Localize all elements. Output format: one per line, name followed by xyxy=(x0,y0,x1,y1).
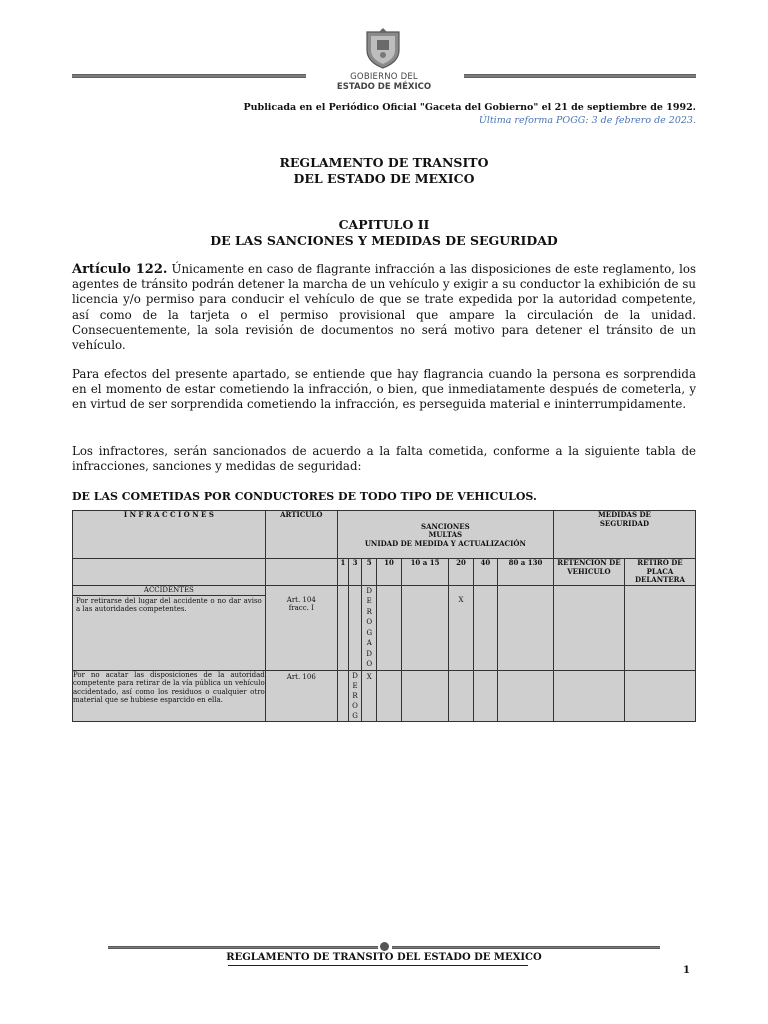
row2-fine-80-130 xyxy=(498,670,554,721)
row1-fine-10 xyxy=(377,585,401,670)
footer-underline xyxy=(228,965,528,966)
article-label: Artículo 122. xyxy=(72,262,168,277)
fine-col-40: 40 xyxy=(473,559,497,586)
row2-retencion xyxy=(553,670,624,721)
header-sanciones xyxy=(337,511,553,559)
fine-col-5: 5 xyxy=(362,559,377,586)
header-medidas: MEDIDAS DE SEGURIDAD xyxy=(553,511,695,559)
publication-note: Publicada en el Periódico Oficial "Gaceta del Gobierno" el 21 de septiembre de 1992. xyxy=(243,102,696,113)
header-retiro: RETIRO DE PLACA DELANTERA xyxy=(624,559,695,586)
row2-fine-10 xyxy=(377,670,401,721)
row2-infraction-text: Por no acatar las disposiciones de la autoridad competente para retirar de la vía pública un vehículo accidentado, así como los residuos o cualquier otro material que se hubiese esparcido en ella. xyxy=(73,670,266,721)
article-text: Únicamente en caso de flagrante infracción a las disposiciones de este reglamento, los agentes de tránsito podrán detener la marcha de un vehículo y exigir a su conductor la exhibición de su licencia y/o permiso para conducir el vehículo de que se trate expedida por la autoridad competente, así como de la tarjeta o el permiso provisional que ampare la circulación de la unidad. Consecuentemente, la sola revisión de documentos no será motivo para detener el tránsito de un vehículo. xyxy=(72,262,697,353)
chapter-title xyxy=(72,217,696,249)
footer-rule-right xyxy=(392,946,660,949)
footer-rule-left xyxy=(108,946,378,949)
document-title-line1: REGLAMENTO DE TRANSITO xyxy=(279,155,489,170)
row2-retiro xyxy=(624,670,695,721)
row2-fine-1 xyxy=(337,670,348,721)
row1-retencion xyxy=(553,585,624,670)
header-infracciones: I N F R A C C I O N E S xyxy=(73,511,266,559)
row2-fine-40 xyxy=(473,670,497,721)
header-blank-infracciones xyxy=(73,559,266,586)
row1-fine-80-130 xyxy=(498,585,554,670)
footer-ornament xyxy=(380,942,389,951)
government-name-line2: ESTADO DE MÉXICO xyxy=(336,82,432,92)
page-number: 1 xyxy=(683,965,690,976)
table-row xyxy=(73,585,696,670)
row2-fine-20 xyxy=(449,670,473,721)
row1-retiro xyxy=(624,585,695,670)
fine-col-10: 10 xyxy=(377,559,401,586)
row1-derogado-text: D E R O G A D O xyxy=(366,586,373,668)
document-title-line2: DEL ESTADO DE MEXICO xyxy=(293,171,475,186)
chapter-title-line1: CAPITULO II xyxy=(338,217,430,232)
group-accidentes: ACCIDENTES xyxy=(73,586,265,596)
row2-derogado-text: D E R O G xyxy=(352,671,358,720)
row1-article: Art. 104 fracc. I xyxy=(265,585,337,670)
header-blank-articulo xyxy=(265,559,337,586)
row1-infraction-text: Por retirarse del lugar del accidente o no dar aviso a las autoridades competentes. xyxy=(76,596,262,613)
last-reform-note: Última reforma POGG: 3 de febrero de 2023. xyxy=(478,115,696,126)
row2-fine-10-15 xyxy=(401,670,449,721)
fine-col-1: 1 xyxy=(337,559,348,586)
row1-fine-40 xyxy=(473,585,497,670)
row2-fine-5-mark: X xyxy=(362,670,377,721)
section-title: DE LAS COMETIDAS POR CONDUCTORES DE TODO TIPO DE VEHICULOS. xyxy=(72,490,537,503)
flagrancy-paragraph: Para efectos del presente apartado, se entiende que hay flagrancia cuando la persona es sorprendida en el momento de estar cometiendo la infracción, o bien, que inmediatamente después de cometerla, y en virtud de ser sorprendida cometiendo la infracción, es perseguida material e ininterrumpidamente. xyxy=(72,367,696,412)
row1-infraction xyxy=(73,585,266,670)
footer-title: REGLAMENTO DE TRANSITO DEL ESTADO DE MEXICO xyxy=(226,952,542,963)
table-row xyxy=(73,670,696,721)
row1-derogado xyxy=(362,585,377,670)
fine-col-10-15: 10 a 15 xyxy=(401,559,449,586)
header-sanciones-label: SANCIONES xyxy=(421,521,470,531)
header-unidad-label: UNIDAD DE MEDIDA Y ACTUALIZACIÓN xyxy=(364,538,526,548)
row1-fine-20-mark: X xyxy=(449,585,473,670)
row1-fine-3 xyxy=(348,585,361,670)
fine-col-80-130: 80 a 130 xyxy=(498,559,554,586)
fine-col-20: 20 xyxy=(449,559,473,586)
state-crest-logo xyxy=(361,26,405,70)
header-articulo: ARTICULO xyxy=(265,511,337,559)
header-retencion: RETENCION DE VEHICULO xyxy=(553,559,624,586)
infractions-table xyxy=(72,510,696,722)
chapter-title-line2: DE LAS SANCIONES Y MEDIDAS DE SEGURIDAD xyxy=(210,233,558,248)
row2-derogado xyxy=(348,670,361,721)
row1-fine-1 xyxy=(337,585,348,670)
header-multas-label: MULTAS xyxy=(428,530,463,540)
header-rule-right xyxy=(464,74,696,78)
government-name-line1: GOBIERNO DEL xyxy=(350,72,418,82)
row2-article: Art. 106 xyxy=(265,670,337,721)
header-rule-left xyxy=(72,74,306,78)
infractors-paragraph: Los infractores, serán sancionados de acuerdo a la falta cometida, conforme a la siguiente tabla de infracciones, sanciones y medidas de seguridad: xyxy=(72,444,696,474)
document-title xyxy=(72,155,696,187)
article-122-paragraph xyxy=(72,262,696,353)
row1-fine-10-15 xyxy=(401,585,449,670)
fine-col-3: 3 xyxy=(348,559,361,586)
